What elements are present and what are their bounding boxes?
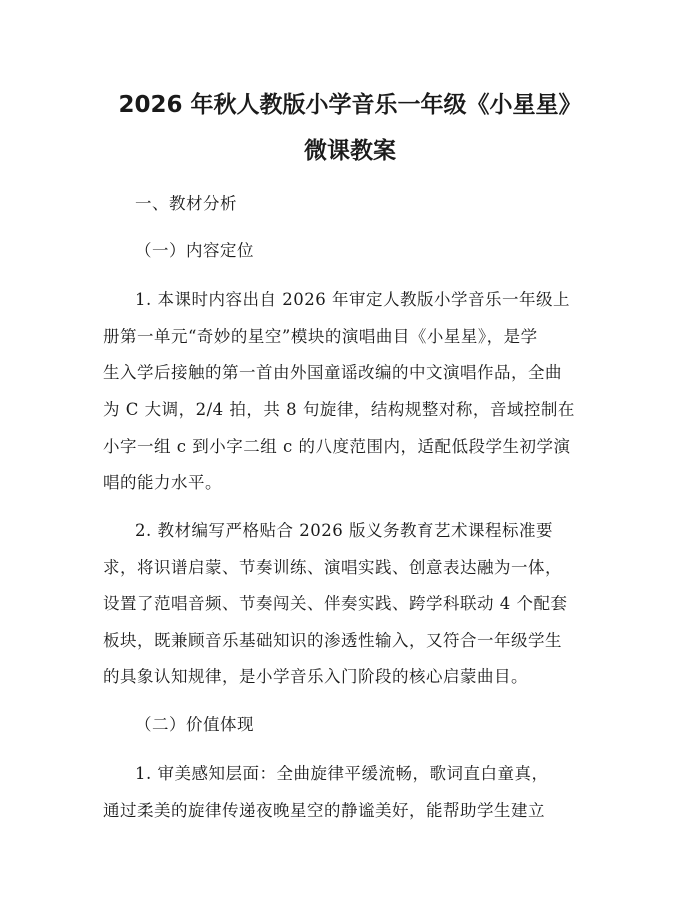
subsection-heading-content-positioning: （一）内容定位 <box>135 241 254 260</box>
paragraph-line: 1. 本课时内容出自 2026 年审定人教版小学音乐一年级上 <box>135 290 570 309</box>
paragraph-line: 2. 教材编写严格贴合 2026 版义务教育艺术课程标准要 <box>135 521 553 540</box>
subsection-heading-value-embodiment: （二）价值体现 <box>135 715 254 734</box>
document-title-line-1: 2026 年秋人教版小学音乐一年级《小星星》 <box>118 92 582 118</box>
paragraph-line: 的具象认知规律，是小学音乐入门阶段的核心启蒙曲目。 <box>103 667 528 686</box>
paragraph-line: 1. 审美感知层面：全曲旋律平缓流畅，歌词直白童真， <box>135 764 549 783</box>
paragraph-line: 板块，既兼顾音乐基础知识的渗透性输入，又符合一年级学生 <box>103 631 562 650</box>
paragraph-line: 为 C 大调，2/4 拍，共 8 句旋律，结构规整对称，音域控制在 <box>103 400 575 419</box>
paragraph-line: 小字一组 c 到小字二组 c 的八度范围内，适配低段学生初学演 <box>103 437 571 456</box>
paragraph-line: 通过柔美的旋律传递夜晚星空的静谧美好，能帮助学生建立 <box>103 801 545 820</box>
document-title-line-2: 微课教案 <box>304 138 396 164</box>
paragraph-line: 唱的能力水平。 <box>103 473 222 492</box>
paragraph-line: 册第一单元“奇妙的星空”模块的演唱曲目《小星星》，是学 <box>103 327 538 346</box>
paragraph-line: 求，将识谱启蒙、节奏训练、演唱实践、创意表达融为一体， <box>103 558 562 577</box>
section-heading-materials-analysis: 一、教材分析 <box>135 194 237 213</box>
paragraph-line: 设置了范唱音频、节奏闯关、伴奏实践、跨学科联动 4 个配套 <box>103 594 568 613</box>
paragraph-line: 生入学后接触的第一首由外国童谣改编的中文演唱作品，全曲 <box>103 363 562 382</box>
